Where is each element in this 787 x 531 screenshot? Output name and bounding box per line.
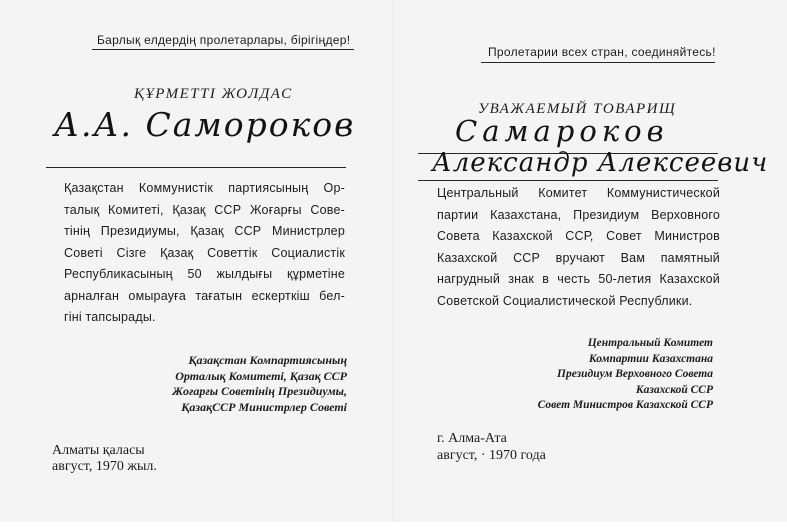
right-body-line: Совета Казахской ССР, Совет Министров	[437, 229, 720, 243]
right-place: г. Алма-Ата	[437, 431, 507, 446]
left-recipient-name: А.А. Самороков	[54, 105, 356, 144]
left-slogan: Барлық елдердің пролетарлары, бірігіңдер!	[97, 33, 351, 47]
right-signatory-line: Президиум Верховного Совета	[557, 368, 713, 380]
right-slogan-underline	[481, 62, 715, 63]
left-body-line: Республикасының 50 жылдығы құрметіне	[64, 267, 345, 281]
left-signatory-line: Орталық Комитеті, Қазақ ССР	[175, 368, 347, 383]
left-signatory-line: ҚазақССР Министрлер Советі	[181, 399, 347, 414]
left-body-line: Қазақстан Коммунистік партиясының Ор-	[64, 181, 345, 195]
right-recipient-surname: Самароков	[455, 114, 669, 148]
right-signatory-line: Совет Министров Казахской ССР	[537, 399, 713, 411]
right-salutation: УВАЖАЕМЫЙ ТОВАРИЩ	[478, 101, 677, 117]
right-slogan: Пролетарии всех стран, соединяйтесь!	[488, 45, 716, 59]
right-body-line: Казахской ССР вручают Вам памятный	[437, 250, 720, 265]
page-fold	[393, 0, 394, 522]
right-given-names-line	[418, 180, 718, 181]
right-date: август, · 1970 года	[437, 448, 546, 463]
right-body-line: Центральный Комитет Коммунистической	[437, 186, 720, 200]
right-signatory-line: Компартии Казахстана	[588, 352, 713, 365]
right-body-line: партии Казахстана, Президиум Верховного	[437, 207, 720, 222]
left-signatory-line: Қазақстан Компартиясының	[188, 353, 347, 367]
left-body	[64, 178, 345, 329]
right-body	[437, 183, 720, 312]
right-body-line: Советской Социалистической Республики.	[437, 293, 693, 308]
left-body-line: талық Комитеті, Қазақ ССР Жоғарғы Сове-	[64, 202, 345, 217]
right-recipient-given-names: Александр Алексеевич	[432, 148, 769, 178]
left-salutation: ҚҰРМЕТТІ ЖОЛДАС	[134, 86, 293, 102]
scan-margin	[0, 522, 787, 531]
left-date: август, 1970 жыл.	[52, 459, 157, 474]
left-signatories	[172, 353, 347, 415]
left-name-line	[46, 167, 346, 168]
left-signatory-line: Жоғарғы Советінің Президиумы,	[172, 384, 347, 398]
right-body-line: нагрудный знак в честь 50-летия Казахской	[437, 272, 720, 286]
left-slogan-underline	[92, 49, 354, 50]
left-place: Алматы қаласы	[52, 443, 145, 458]
right-signatories	[538, 336, 713, 414]
right-signatory-line: Центральный Комитет	[587, 337, 713, 349]
left-body-line: тінің Президиумы, Қазақ ССР Министрлер	[64, 224, 345, 238]
left-body-line: гіні тапсырады.	[64, 310, 156, 324]
right-signatory-line: Казахской ССР	[635, 383, 713, 396]
left-body-line: Советі Сізге Қазақ Советтік Социалистік	[64, 245, 345, 260]
left-body-line: арналған омырауға тағатын ескерткіш бел-	[64, 288, 345, 303]
